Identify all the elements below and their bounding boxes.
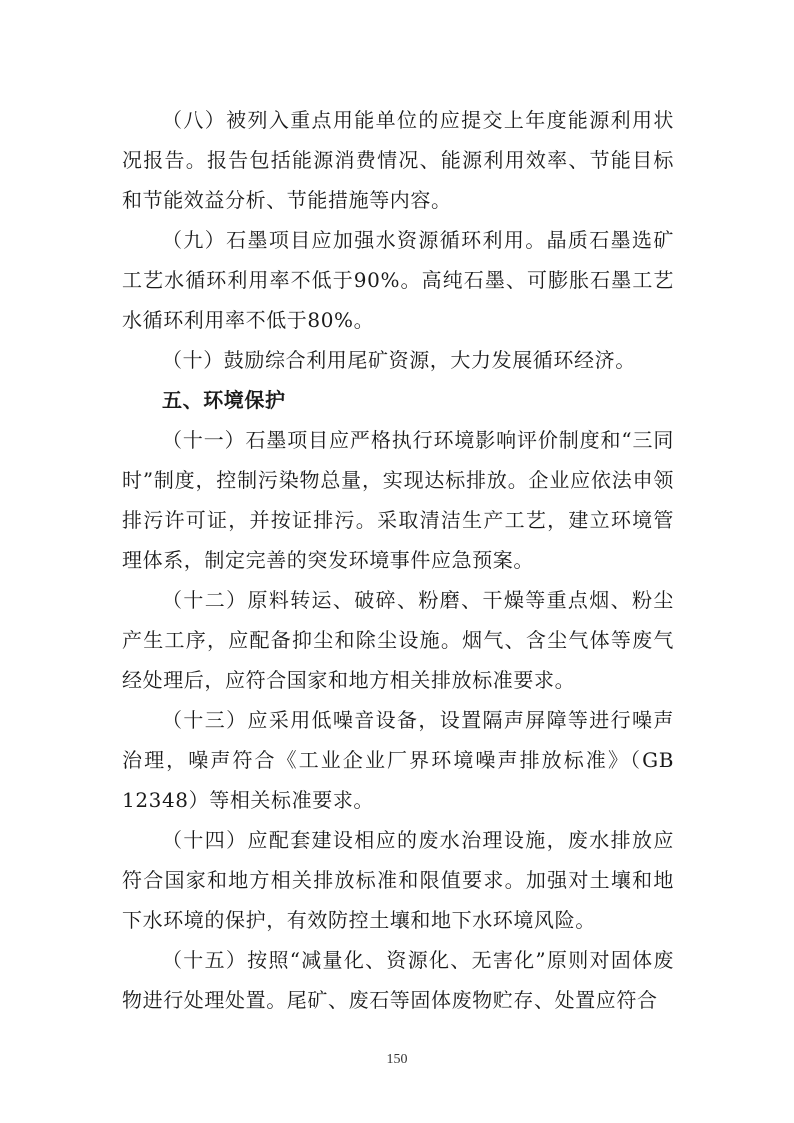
paragraph-14: （十四）应配套建设相应的废水治理设施，废水排放应符合国家和地方相关排放标准和限值要求。加强对土壤和地下水环境的保护，有效防控土壤和地下水环境风险。: [122, 828, 674, 932]
page-number: 150: [386, 1052, 408, 1067]
paragraph-11: （十一）石墨项目应严格执行环境影响评价制度和“三同时”制度，控制污染物总量，实现达标排放。企业应依法申领排污许可证，并按证排污。采取清洁生产工艺，建立环境管理体系，制定完善的突发环境事件应急预案。: [122, 428, 674, 572]
document-body: [122, 100, 674, 1020]
paragraph-8: （八）被列入重点用能单位的应提交上年度能源利用状况报告。报告包括能源消费情况、能源利用效率、节能目标和节能效益分析、节能措施等内容。: [122, 108, 674, 212]
paragraph-9: （九）石墨项目应加强水资源循环利用。晶质石墨选矿工艺水循环利用率不低于90%。高纯石墨、可膨胀石墨工艺水循环利用率不低于80%。: [122, 228, 674, 332]
paragraph-13: （十三）应采用低噪音设备，设置隔声屏障等进行噪声治理，噪声符合《工业企业厂界环境噪声排放标准》（GB 12348）等相关标准要求。: [122, 708, 674, 812]
paragraph-10: （十）鼓励综合利用尾矿资源，大力发展循环经济。: [162, 348, 636, 372]
section-heading-environment: 五、环境保护: [162, 388, 286, 412]
paragraph-12: （十二）原料转运、破碎、粉磨、干燥等重点烟、粉尘产生工序，应配备抑尘和除尘设施。烟气、含尘气体等废气经处理后，应符合国家和地方相关排放标准要求。: [122, 588, 674, 692]
paragraph-15: （十五）按照“减量化、资源化、无害化”原则对固体废物进行处理处置。尾矿、废石等固体废物贮存、处置应符合: [122, 948, 674, 1012]
